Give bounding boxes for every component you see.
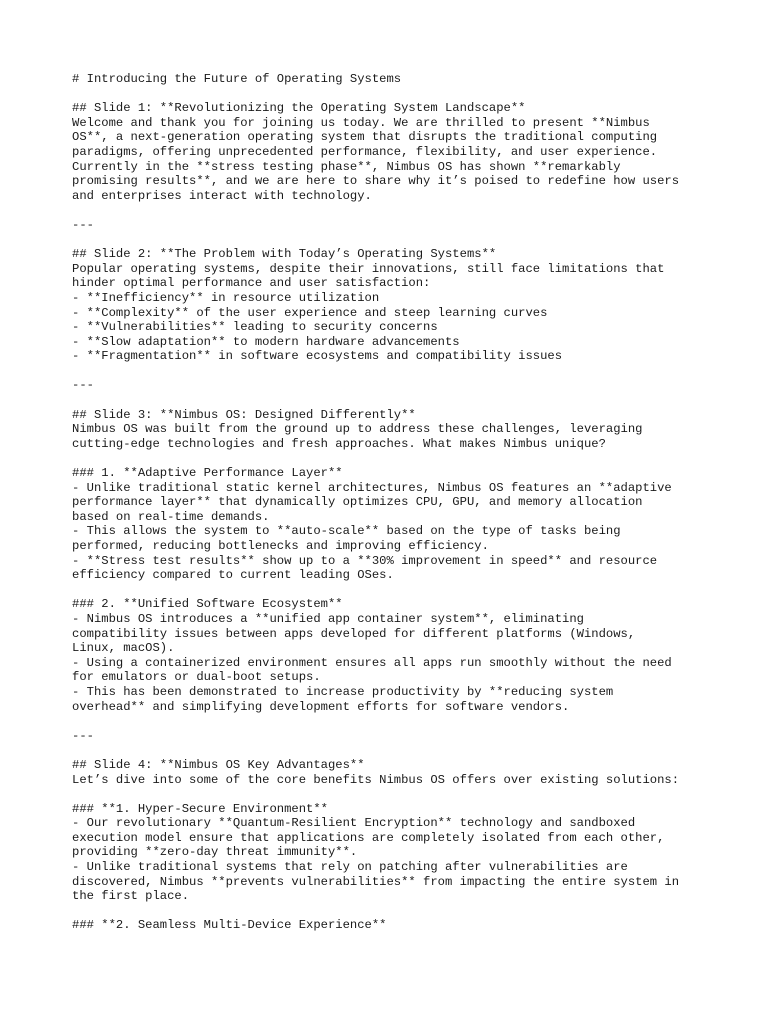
text-line: ### **1. Hyper-Secure Environment** [72,801,328,816]
text-line: - This allows the system to **auto-scale** based on the type of tasks being [72,524,621,539]
text-line: for emulators or dual-boot setups. [72,670,321,685]
text-line: --- [72,728,94,743]
text-line: ### 2. **Unified Software Ecosystem** [72,597,343,612]
text-line: ### 1. **Adaptive Performance Layer** [72,466,343,481]
blank-line [72,87,712,102]
text-line: paradigms, offering unprecedented performance, flexibility, and user experience. [72,144,658,159]
blank-line [72,904,712,919]
text-line: performance layer** that dynamically optimizes CPU, GPU, and memory allocation [72,495,643,510]
text-line: Welcome and thank you for joining us today. We are thrilled to present **Nimbus [72,115,650,130]
document-page [72,72,712,933]
text-line: performed, reducing bottlenecks and improving efficiency. [72,539,489,553]
text-line: and enterprises interact with technology. [72,188,372,203]
blank-line [72,743,712,758]
text-line: - **Complexity** of the user experience and steep learning curves [72,305,548,320]
text-line: ## Slide 2: **The Problem with Today’s Operating Systems** [72,247,497,262]
text-line: overhead** and simplifying development efforts for software vendors. [72,699,570,714]
text-line: the first place. [72,889,190,904]
text-line: efficiency compared to current leading OSes. [72,568,394,583]
text-line: - Nimbus OS introduces a **unified app container system**, eliminating [72,611,584,626]
text-line: based on real-time demands. [72,509,270,524]
text-line: --- [72,378,94,393]
text-line: providing **zero-day threat immunity**. [72,845,358,860]
text-line: - **Vulnerabilities** leading to security concerns [72,320,438,335]
text-line: ## Slide 4: **Nimbus OS Key Advantages** [72,757,365,772]
text-line: - **Stress test results** show up to a **30% improvement in speed** and resource [72,553,658,568]
text-line: OS**, a next-generation operating system that disrupts the traditional computing [72,130,658,145]
blank-line [72,203,712,218]
text-line: Popular operating systems, despite their innovations, still face limitations that [72,261,665,276]
blank-line [72,714,712,729]
blank-line [72,583,712,598]
text-line: promising results**, and we are here to share why it’s poised to redefine how users [72,174,680,189]
text-line: - Our revolutionary **Quantum-Resilient Encryption** technology and sandboxed [72,816,636,831]
text-line: Linux, macOS). [72,641,175,656]
blank-line [72,787,712,802]
text-line: - Using a containerized environment ensures all apps run smoothly without the need [72,655,672,670]
blank-line [72,364,712,379]
text-line: cutting-edge technologies and fresh approaches. What makes Nimbus unique? [72,436,606,451]
text-line: ## Slide 1: **Revolutionizing the Operating System Landscape** [72,101,526,116]
text-line: - **Slow adaptation** to modern hardware advancements [72,334,460,349]
blank-line [72,393,712,408]
text-line: Currently in the **stress testing phase**, Nimbus OS has shown **remarkably [72,159,621,174]
text-line: --- [72,217,94,232]
text-line: # Introducing the Future of Operating Systems [72,72,402,86]
text-line: Let’s dive into some of the core benefits Nimbus OS offers over existing solutions: [72,772,680,787]
text-line: - Unlike traditional static kernel architectures, Nimbus OS features an **adaptive [72,480,672,495]
text-line: Nimbus OS was built from the ground up to address these challenges, leveraging [72,422,643,437]
text-line: compatibility issues between apps developed for different platforms (Windows, [72,626,636,641]
text-line: hinder optimal performance and user satisfaction: [72,276,431,291]
text-line: - Unlike traditional systems that rely on patching after vulnerabilities are [72,860,628,875]
text-line: discovered, Nimbus **prevents vulnerabilities** from impacting the entire system in [72,874,680,889]
text-line: - **Inefficiency** in resource utilization [72,290,380,305]
blank-line [72,233,712,248]
text-line: execution model ensure that applications are completely isolated from each other, [72,830,665,845]
text-line: - This has been demonstrated to increase productivity by **reducing system [72,684,614,699]
text-line: ### **2. Seamless Multi-Device Experience** [72,918,387,933]
text-line: ## Slide 3: **Nimbus OS: Designed Differently** [72,407,416,422]
text-line: - **Fragmentation** in software ecosystems and compatibility issues [72,349,563,364]
blank-line [72,451,712,466]
